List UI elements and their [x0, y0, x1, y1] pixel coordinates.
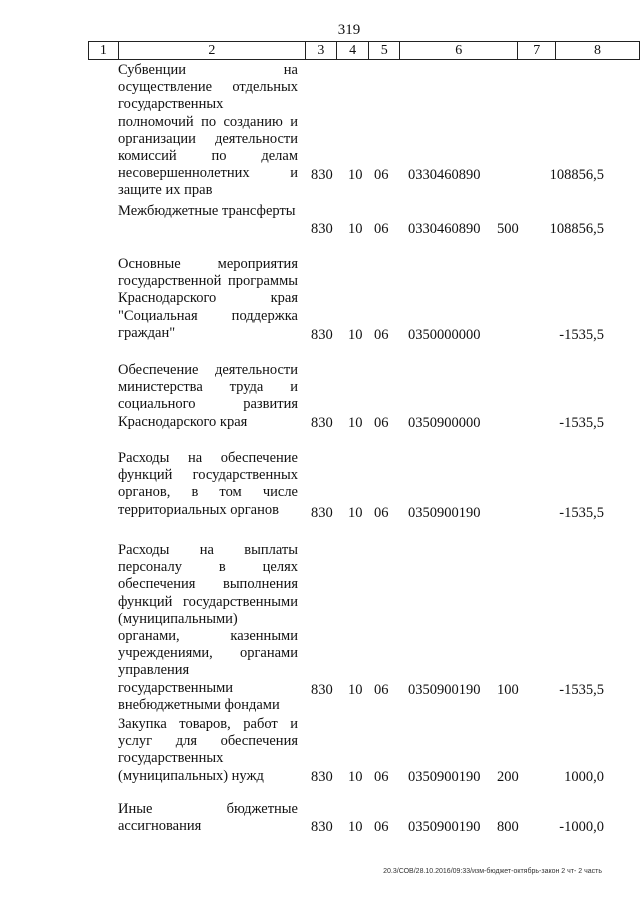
row-description: Иные бюджетные ассигнования — [118, 801, 298, 835]
header-col-2: 2 — [118, 42, 305, 60]
document-footer: 20.3/СОВ/28.10.2016/09:33/изм-бюджет-октябрь-закон 2 чт- 2 часть — [383, 868, 602, 875]
row-code-6: 0350900190 — [408, 769, 481, 785]
row-code-5: 06 — [374, 221, 389, 237]
row-code-3: 830 — [311, 505, 333, 521]
row-code-6: 0350900190 — [408, 819, 481, 835]
row-amount: -1535,5 — [559, 415, 604, 431]
header-col-1: 1 — [89, 42, 119, 60]
header-col-4: 4 — [336, 42, 369, 60]
row-description: Обеспечение деятельности министерства труда и социального развития Краснодарского края — [118, 362, 298, 430]
row-code-6: 0350900190 — [408, 682, 481, 698]
row-description: Основные мероприятия государственной программы Краснодарского края "Социальная поддержка граждан" — [118, 256, 298, 341]
row-code-5: 06 — [374, 415, 389, 431]
row-code-6: 0350900000 — [408, 415, 481, 431]
row-code-3: 830 — [311, 167, 333, 183]
row-code-5: 06 — [374, 682, 389, 698]
header-col-6: 6 — [400, 42, 518, 60]
row-description: Закупка товаров, работ и услуг для обеспечения государственных (муниципальных) нужд — [118, 716, 298, 784]
row-code-6: 0350000000 — [408, 327, 481, 343]
row-code-3: 830 — [311, 221, 333, 237]
row-code-7: 800 — [497, 819, 519, 835]
header-col-7: 7 — [518, 42, 556, 60]
row-code-4: 10 — [348, 327, 363, 343]
row-code-4: 10 — [348, 167, 363, 183]
row-code-4: 10 — [348, 819, 363, 835]
row-description: Субвенции на осуществление отдельных государственных полномочий по созданию и организации деятельности комиссий по делам несовершеннолетних и защите их прав — [118, 62, 298, 199]
row-code-4: 10 — [348, 415, 363, 431]
row-description: Расходы на выплаты персоналу в целях обеспечения выполнения функций государственными (муниципальными) органами, казенными учреждениями, органами управления государственными внебюджетными фондами — [118, 542, 298, 713]
row-code-5: 06 — [374, 167, 389, 183]
row-code-7: 200 — [497, 769, 519, 785]
row-amount: -1000,0 — [559, 819, 604, 835]
row-code-5: 06 — [374, 819, 389, 835]
row-code-3: 830 — [311, 415, 333, 431]
row-code-7: 100 — [497, 682, 519, 698]
row-code-7: 500 — [497, 221, 519, 237]
row-code-4: 10 — [348, 769, 363, 785]
header-col-8: 8 — [556, 42, 640, 60]
row-description: Межбюджетные трансферты — [118, 203, 296, 219]
row-amount: 108856,5 — [549, 221, 604, 237]
row-code-5: 06 — [374, 327, 389, 343]
row-code-3: 830 — [311, 819, 333, 835]
column-header-table — [88, 41, 640, 60]
row-code-4: 10 — [348, 682, 363, 698]
row-code-6: 0330460890 — [408, 221, 481, 237]
row-code-3: 830 — [311, 769, 333, 785]
header-col-5: 5 — [369, 42, 400, 60]
row-description: Расходы на обеспечение функций государственных органов, в том числе территориальных органов — [118, 450, 298, 518]
row-amount: -1535,5 — [559, 682, 604, 698]
row-code-3: 830 — [311, 327, 333, 343]
row-code-3: 830 — [311, 682, 333, 698]
row-amount: 1000,0 — [564, 769, 604, 785]
row-code-5: 06 — [374, 769, 389, 785]
row-amount: -1535,5 — [559, 505, 604, 521]
header-col-3: 3 — [306, 42, 337, 60]
row-code-6: 0350900190 — [408, 505, 481, 521]
row-code-4: 10 — [348, 221, 363, 237]
row-amount: 108856,5 — [549, 167, 604, 183]
row-amount: -1535,5 — [559, 327, 604, 343]
row-code-5: 06 — [374, 505, 389, 521]
row-code-4: 10 — [348, 505, 363, 521]
page-number: 319 — [337, 22, 361, 38]
row-code-6: 0330460890 — [408, 167, 481, 183]
